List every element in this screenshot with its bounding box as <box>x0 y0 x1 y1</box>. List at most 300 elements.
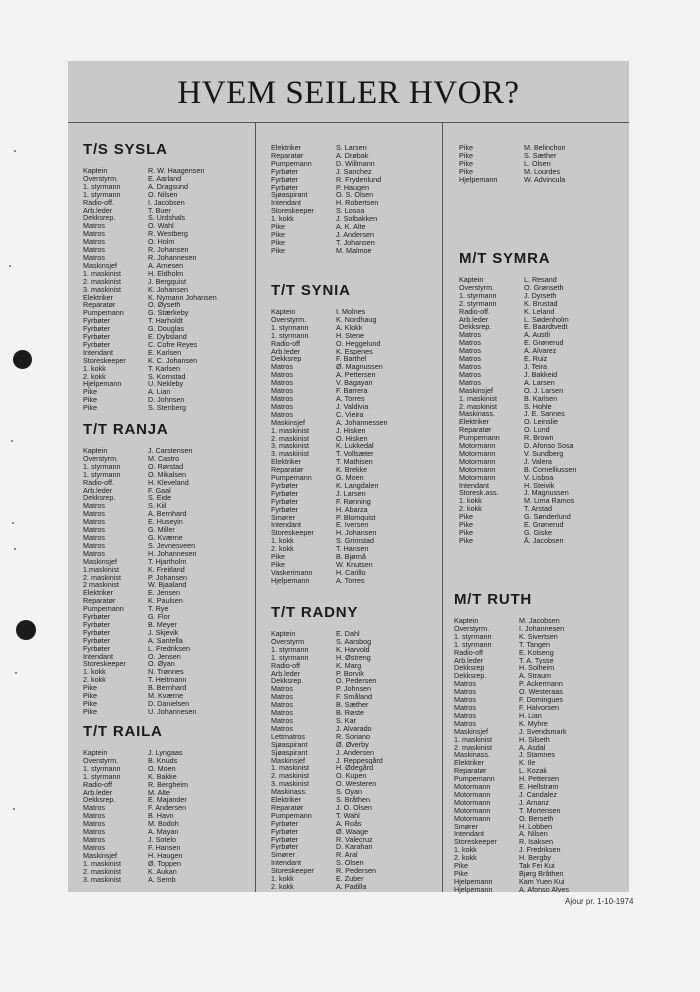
crew-rank: 1. maskinist <box>271 426 309 435</box>
crew-rank: Maskinass. <box>271 788 307 797</box>
crew-rank: Pike <box>454 862 468 870</box>
crew-rank: Pike <box>459 521 473 529</box>
crew-rank: Arb.leder <box>83 486 113 495</box>
crew-name: O. Kupen <box>336 772 367 781</box>
crew-name: Kam Yuen Kui <box>519 877 565 886</box>
crew-rank: 1. kokk <box>83 364 106 373</box>
crew-rank: Motormann <box>454 814 491 823</box>
crew-rank: 2 maskinist <box>83 581 119 590</box>
crew-rank: 2. kokk <box>271 883 294 891</box>
crew-rank: Maskinsjef <box>271 418 305 427</box>
crew-name: E. Baardtvedt <box>524 323 568 332</box>
crew-rank: Pike <box>459 159 473 168</box>
crew-rank: Fyrbøter <box>271 175 299 184</box>
crew-rank: Radio-off <box>454 648 484 657</box>
crew-rank: Matros <box>271 402 293 411</box>
crew-name: Å. Jacobsen <box>524 536 564 545</box>
crew-rank: Vaskerimann <box>271 568 313 577</box>
crew-name: F. Hansen <box>148 843 181 852</box>
crew-name: K. Paulsen <box>148 597 183 606</box>
crew-name: K. Espenes <box>336 347 373 356</box>
crew-name: W. Knutsen <box>336 561 373 569</box>
crew-roster <box>271 308 388 585</box>
crew-name: K. Marg <box>336 661 362 670</box>
crew-rank: Storeskeeper <box>271 867 314 876</box>
crew-name: H. Johannesen <box>148 549 197 558</box>
punch-hole-lower <box>16 620 36 640</box>
crew-name: R. Frydenlund <box>336 175 382 184</box>
crew-rank: Matros <box>271 716 293 725</box>
crew-name: A. Larsen <box>524 378 555 387</box>
crew-name: E. Grønerud <box>524 521 564 529</box>
margin-speck <box>11 440 13 442</box>
crew-rank: Elektriker <box>454 759 484 768</box>
crew-name: J. Valera <box>524 457 552 466</box>
crew-name: K. Ile <box>519 759 536 768</box>
update-date: Ajour pr. 1-10-1974 <box>565 897 634 906</box>
crew-rank: Pike <box>83 388 97 397</box>
crew-name: D. Willmann <box>336 159 375 168</box>
crew-name: H. Silseth <box>519 735 550 744</box>
crew-name: A. Asdal <box>519 743 546 752</box>
crew-name: H. Stene <box>336 331 364 340</box>
margin-speck <box>12 522 14 524</box>
crew-rank: Matros <box>83 541 105 550</box>
crew-rank: Fyrbøter <box>271 827 299 836</box>
crew-rank: Matros <box>271 693 293 702</box>
crew-rank: Fyrbøter <box>271 497 299 506</box>
crew-rank: Pike <box>271 223 285 231</box>
crew-rank: 1. maskinist <box>83 859 121 868</box>
crew-name: S. Olsen <box>336 859 364 868</box>
crew-rank: Storeskeeper <box>83 660 126 669</box>
crew-name: C. Cofre Reyes <box>148 340 198 349</box>
crew-rank: Motormann <box>459 457 496 466</box>
crew-name: J. Hisken <box>336 426 366 435</box>
crew-name: J. Andersen <box>336 748 374 757</box>
crew-rank: 1.maskinist <box>83 565 119 574</box>
crew-name: B. Sæther <box>336 701 369 710</box>
crew-name: A. Torres <box>336 394 365 403</box>
crew-name: R. Isaksen <box>519 838 553 847</box>
crew-rank: Dekksrep. <box>83 494 116 503</box>
crew-rank: Matros <box>271 685 293 694</box>
crew-rank: 2. maskinist <box>271 434 309 443</box>
crew-name: T. A. Tysse <box>519 656 554 665</box>
crew-rank: Elektriker <box>83 293 113 302</box>
crew-rank: Reparatør <box>271 466 304 475</box>
crew-name: O. Holm <box>148 238 175 247</box>
section-tt-synia <box>271 282 388 585</box>
crew-rank: Storesk.ass. <box>459 489 499 498</box>
crew-name: E. Kolseng <box>519 648 554 657</box>
crew-rank: Intendant <box>83 652 113 661</box>
crew-rank: 1. maskinist <box>271 764 309 773</box>
crew-name: O. Øyan <box>148 660 175 669</box>
crew-rank: Matros <box>83 549 105 558</box>
crew-name: B. Bjørnå <box>336 553 366 561</box>
crew-name: M. Belinchon <box>524 144 566 152</box>
crew-name: G. Stærkeby <box>148 309 189 318</box>
crew-rank: Fyrbøter <box>271 843 299 852</box>
crew-name: A. Austli <box>524 331 550 340</box>
crew-name: H. Lobben <box>519 822 553 831</box>
crew-name: G. Douglas <box>148 325 184 334</box>
crew-rank: Overstyrm. <box>459 283 495 292</box>
margin-speck <box>14 150 16 152</box>
crew-rank: Maskinsjef <box>271 756 305 765</box>
crew-name: O. Heggelund <box>336 339 381 348</box>
crew-name: S. Eide <box>148 494 172 503</box>
crew-rank: Matros <box>83 502 105 511</box>
crew-rank: Maskinsjef <box>83 557 117 566</box>
crew-rank: Storeskeeper <box>83 356 126 365</box>
crew-name: P. Johnsen <box>336 685 372 694</box>
crew-rank: 1. styrmann <box>83 462 121 471</box>
crew-rank: Dekksrep. <box>459 323 492 332</box>
crew-rank: Matros <box>271 363 293 372</box>
crew-name: S. Hohle <box>524 402 552 411</box>
crew-name: A. Padilla <box>336 883 367 891</box>
crew-rank: Fyrbøter <box>83 340 111 349</box>
section-mt-symra <box>459 250 576 545</box>
crew-roster <box>459 144 566 184</box>
crew-rank: Matros <box>271 701 293 710</box>
crew-rank: Fyrbøter <box>271 481 299 490</box>
crew-rank: Fyrbøter <box>271 505 299 514</box>
crew-name: W. Bjaaland <box>148 581 187 590</box>
crew-name: G. Miller <box>148 526 175 534</box>
crew-name: O. Moen <box>148 764 176 773</box>
crew-name: A. Mayan <box>148 828 179 836</box>
crew-name: H. Steivik <box>524 481 555 490</box>
crew-rank: 2. kokk <box>271 545 294 554</box>
crew-name: A. Torres <box>336 576 365 585</box>
crew-rank: Hjelpemann <box>454 885 493 894</box>
crew-name: A. Semb <box>148 875 176 884</box>
crew-name: S. Kiil <box>148 502 167 511</box>
crew-rank: 2. kokk <box>83 372 106 381</box>
crew-name: T. Johansen <box>336 238 375 247</box>
crew-rank: Matros <box>83 246 105 254</box>
crew-name: H. Solheim <box>519 664 555 673</box>
crew-name: F. Andersen <box>148 804 186 813</box>
crew-name: A. Santella <box>148 636 183 645</box>
crew-name: E. Hellstrøm <box>519 783 559 791</box>
crew-name: D. Danielsen <box>148 700 190 708</box>
crew-rank: 3. maskinist <box>271 450 309 459</box>
crew-rank: Pike <box>83 396 97 405</box>
section-tt-ranja <box>83 421 196 716</box>
crew-rank: 1. styrmann <box>271 645 309 654</box>
crew-name: J. Bakkeid <box>524 370 558 379</box>
crew-name: I. Jacobsen <box>148 198 185 207</box>
crew-name: T. Hansen <box>336 545 369 554</box>
crew-name: T. Heitmann <box>148 676 187 685</box>
section-title: T/S SYSLA <box>83 141 168 158</box>
crew-rank: Fyrbøter <box>83 317 111 326</box>
crew-name: G. Flor <box>148 613 170 621</box>
punch-hole-upper <box>13 350 32 369</box>
crew-rank: Fyrbøter <box>83 644 111 653</box>
crew-name: R. Westberg <box>148 230 188 239</box>
crew-rank: Matros <box>83 510 105 519</box>
crew-rank: Intendant <box>83 348 113 357</box>
crew-name: Tak Fei Kui <box>519 862 555 870</box>
crew-rank: Maskinsjef <box>83 851 117 860</box>
crew-rank: 2. maskinist <box>83 867 121 876</box>
crew-rank: Fyrbøter <box>271 489 299 498</box>
crew-name: B. Røste <box>336 709 364 717</box>
crew-rank: 1. styrmann <box>83 182 121 191</box>
crew-name: R. Valecruz <box>336 835 373 844</box>
column-divider-right <box>442 122 443 892</box>
crew-name: A. Nilsen <box>519 830 548 839</box>
crew-name: K. Sivertsen <box>519 632 558 641</box>
crew-name: L. Kozak <box>519 767 547 776</box>
crew-name: B. Havn <box>148 812 174 821</box>
crew-rank: Overstyrm <box>271 637 305 646</box>
crew-rank: Matros <box>454 696 476 704</box>
crew-rank: 1. styrmann <box>454 632 492 641</box>
crew-name: O. Hisken <box>336 434 368 443</box>
crew-name: S. Aarsbog <box>336 637 372 646</box>
crew-rank: Pike <box>459 144 473 152</box>
crew-name: H. Abarza <box>336 505 368 514</box>
crew-rank: Motormann <box>459 449 496 458</box>
crew-name: J. Valdivia <box>336 402 369 411</box>
crew-name: D. Karahan <box>336 843 373 852</box>
crew-rank: Matros <box>454 680 476 689</box>
crew-rank: Matros <box>83 222 105 231</box>
crew-rank: 3. maskinist <box>83 875 121 884</box>
crew-rank: Maskinsjef <box>454 727 488 736</box>
crew-name: F. Halvorsen <box>519 703 559 712</box>
crew-name: I. Molnes <box>336 308 366 316</box>
crew-name: I. Johannesen <box>519 624 565 633</box>
section-ts-sysla <box>83 141 217 412</box>
crew-rank: Motormann <box>459 473 496 482</box>
crew-name: M. Malmoe <box>336 246 372 255</box>
crew-rank: Motormann <box>459 465 496 474</box>
crew-rank: Sjøaspirant <box>271 740 308 749</box>
crew-rank: Overstyrm. <box>83 454 119 463</box>
crew-rank: 1. styrmann <box>271 331 309 340</box>
crew-name: F. Barthel <box>336 355 367 364</box>
crew-rank: Matros <box>271 379 293 388</box>
crew-name: K. Myhre <box>519 719 548 728</box>
crew-rank: Matros <box>271 371 293 380</box>
crew-rank: Arb.leder <box>271 347 301 356</box>
crew-rank: Matros <box>83 238 105 247</box>
crew-name: T. Hjartholm <box>148 557 187 566</box>
crew-name: O. Rørstad <box>148 462 184 471</box>
crew-name: L. Sødenholm <box>524 315 569 324</box>
crew-rank: Storeskeeper <box>271 207 314 216</box>
crew-name: E. Ruiz <box>524 355 548 363</box>
crew-name: A. Alvarez <box>524 347 557 356</box>
crew-rank: 1. styrmann <box>83 772 121 781</box>
crew-rank: Intendant <box>454 830 484 839</box>
crew-rank: Matros <box>83 518 105 527</box>
crew-name: A. Bernhard <box>148 510 187 519</box>
crew-rank: Elektriker <box>271 144 301 152</box>
crew-name: E. Zuber <box>336 875 364 883</box>
page-title: HVEM SEILER HVOR? <box>177 75 520 111</box>
crew-rank: 1. styrmann <box>271 653 309 662</box>
crew-name: A. Drøbak <box>336 151 369 160</box>
crew-name: A. Arnesen <box>148 261 184 270</box>
crew-name: F. Gaal <box>148 486 171 495</box>
crew-name: L. Fredriksen <box>148 644 190 653</box>
crew-rank: Pike <box>459 151 473 160</box>
crew-name: M. Lima Ramos <box>524 497 575 506</box>
crew-name: J. Arnanz <box>519 798 549 807</box>
crew-name: L. Resand <box>524 276 557 284</box>
crew-rank: Pike <box>459 536 473 545</box>
crew-rank: 1. maskinist <box>459 394 497 403</box>
crew-name: B. Knuds <box>148 756 178 765</box>
crew-rank: Maskinass. <box>454 751 490 760</box>
crew-rank: Reparatør <box>83 597 116 606</box>
crew-rank: 2. kokk <box>459 505 482 514</box>
crew-roster <box>459 276 576 545</box>
crew-rank: 1. kokk <box>83 668 106 677</box>
crew-rank: 1. styrmann <box>271 323 309 332</box>
crew-name: O. Lund <box>524 426 550 435</box>
crew-name: J. O. Olsen <box>336 803 372 812</box>
crew-rank: Lettmatros <box>271 732 305 741</box>
crew-rank: Matros <box>271 410 293 419</box>
column-divider-left <box>255 122 256 892</box>
crew-rank: 3. maskinist <box>83 285 121 294</box>
crew-rank: Matros <box>83 843 105 852</box>
crew-rank: Pike <box>454 870 468 878</box>
crew-rank: Matros <box>83 253 105 262</box>
crew-rank: Matros <box>83 812 105 821</box>
crew-name: Ø. Toppen <box>148 859 182 868</box>
crew-name: H. Haugen <box>148 851 183 860</box>
crew-name: A. Johannessen <box>336 418 388 427</box>
crew-rank: Pike <box>83 404 97 413</box>
crew-name: J. Teira <box>524 362 548 371</box>
crew-name: B. Bernhard <box>148 684 187 693</box>
crew-name: F. Barrera <box>336 387 368 395</box>
crew-rank: Kaptein <box>459 276 484 284</box>
crew-name: R. Bergheim <box>148 780 188 789</box>
crew-rank: Pike <box>271 553 285 561</box>
crew-name: S. Jevnesveen <box>148 541 196 550</box>
crew-name: U. Nekleby <box>148 380 184 389</box>
crew-name: J. E. Sannes <box>524 410 565 419</box>
crew-rank: Motormann <box>454 806 491 815</box>
crew-name: T. Mortensen <box>519 806 561 815</box>
crew-rank: Fyrbøter <box>83 620 111 629</box>
section-title: T/T RANJA <box>83 421 169 438</box>
crew-rank: Reparatør <box>454 767 487 776</box>
crew-name: O. S. Olsen <box>336 191 374 200</box>
crew-name: L. Olsen <box>524 159 551 168</box>
crew-name: V. Bagayan <box>336 379 373 388</box>
crew-name: E. Grønerud <box>524 339 564 348</box>
crew-name: A. Straum <box>519 672 551 681</box>
crew-name: T. Rye <box>148 605 169 614</box>
crew-name: H. Ødegård <box>336 764 374 773</box>
crew-rank: Radio-off. <box>83 478 115 487</box>
crew-rank: Intendant <box>271 859 301 868</box>
crew-name: T. Wahl <box>336 811 360 820</box>
crew-rank: Matros <box>83 820 105 829</box>
crew-name: A. Pettersen <box>336 371 376 380</box>
crew-rank: Fyrbøter <box>83 333 111 341</box>
crew-name: S. Sæther <box>524 151 557 160</box>
crew-rank: 1. maskinist <box>83 269 121 278</box>
crew-name: H. Johansen <box>336 529 377 538</box>
crew-name: S. Grimstad <box>336 537 374 546</box>
crew-name: J. Reppesgård <box>336 756 383 765</box>
section-mt-ruth <box>454 591 569 894</box>
crew-name: E. Dybsland <box>148 333 187 341</box>
crew-rank: Matros <box>271 387 293 395</box>
crew-name: E. Karlsen <box>148 348 182 357</box>
crew-rank: Elektriker <box>271 458 301 467</box>
crew-name: J. Lyngaas <box>148 749 183 757</box>
crew-name: K. Brekke <box>336 466 368 475</box>
crew-name: T. Karlsen <box>148 364 180 373</box>
crew-name: O. Jensen <box>148 652 181 661</box>
crew-rank: Intendant <box>271 199 301 208</box>
crew-name: E. Dahl <box>336 630 360 638</box>
crew-name: S. Bråthen <box>336 796 370 804</box>
crew-name: V. Lisboa <box>524 473 554 482</box>
crew-name: R. W. Haagensen <box>148 167 205 175</box>
crew-rank: Matros <box>459 370 481 379</box>
crew-rank: Intendant <box>459 481 489 490</box>
crew-name: E. Jensen <box>148 589 180 598</box>
crew-name: J. Stamnes <box>519 751 555 760</box>
crew-rank: Arb.leder <box>454 656 484 665</box>
crew-rank: Hjelpemann <box>83 380 122 389</box>
crew-name: R. Brown <box>524 434 554 443</box>
crew-name: H. Robertsen <box>336 199 379 208</box>
crew-name: J. Skjevik <box>148 628 179 637</box>
crew-rank: 1. kokk <box>271 537 294 546</box>
crew-rank: 2. kokk <box>454 854 477 863</box>
crew-name: S. Urdshals <box>148 214 186 223</box>
crew-name: G. Sønderlund <box>524 513 571 522</box>
crew-rank: Dekksrep. <box>271 677 304 686</box>
crew-name: O. Westeren <box>336 780 377 789</box>
section-title: M/T SYMRA <box>459 250 551 267</box>
crew-name: C. Vieira <box>336 410 364 419</box>
crew-name: P. Haugen <box>336 183 370 192</box>
crew-name: B. Karlsen <box>524 394 558 403</box>
crew-name: K. Nymann Johansen <box>148 293 217 302</box>
crew-rank: Matros <box>83 835 105 844</box>
crew-rank: Dekksrep. <box>83 214 116 223</box>
crew-rank: 1. maskinist <box>454 735 492 744</box>
crew-name: O. Leinslie <box>524 418 558 427</box>
crew-name: H. Lian <box>519 711 542 720</box>
crew-name: A. Roås <box>336 819 362 828</box>
crew-rank: 1. kokk <box>454 846 477 855</box>
crew-name: O. Øyseth <box>148 301 181 310</box>
crew-rank: Pike <box>271 246 285 255</box>
section-radny-continued <box>459 144 566 184</box>
crew-rank: Smører <box>271 513 295 522</box>
crew-rank: Radio-off <box>271 339 301 348</box>
crew-name: S. Losoa <box>336 207 365 216</box>
